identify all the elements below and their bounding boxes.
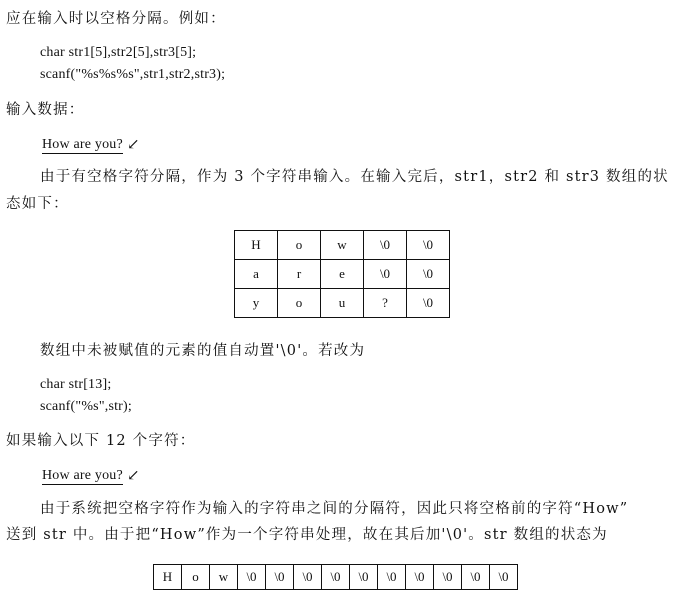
table-cell: \0 — [490, 565, 518, 590]
str-13-array-state-table — [153, 564, 518, 590]
input-label-1: 输入数据： — [6, 102, 85, 118]
table-cell: \0 — [294, 565, 322, 590]
table-cell: r — [278, 260, 321, 289]
table-cell: u — [321, 289, 364, 318]
table-cell: w — [321, 231, 364, 260]
table-cell: w — [210, 565, 238, 590]
paragraph-3-line-2: 送到 str 中。由于把“How”作为一个字符串处理，故在其后加'\0'。str 数组的状态为 — [6, 527, 608, 543]
table-cell: \0 — [364, 260, 407, 289]
str-array-state-table — [234, 230, 450, 318]
input-example-2-text: How are you? — [42, 468, 123, 483]
paragraph-1-line-2: 态如下： — [6, 196, 69, 212]
table-cell: ? — [364, 289, 407, 318]
code-declaration-2: char str[13]; — [40, 377, 112, 392]
paragraph-2: 数组中未被赋值的元素的值自动置'\0'。若改为 — [40, 343, 366, 359]
table-cell: o — [278, 289, 321, 318]
code-scanf-2: scanf("%s",str); — [40, 399, 132, 414]
table-row — [154, 565, 518, 590]
table-cell: e — [321, 260, 364, 289]
table-cell: \0 — [407, 289, 450, 318]
input-example-1-text: How are you? — [42, 137, 123, 152]
input-example-2 — [42, 466, 140, 485]
table-cell: o — [182, 565, 210, 590]
input-example-1 — [42, 135, 140, 154]
enter-key-icon: ↙ — [126, 137, 140, 153]
enter-key-icon: ↙ — [126, 468, 140, 484]
table-cell: \0 — [378, 565, 406, 590]
table-cell: y — [235, 289, 278, 318]
table-cell: \0 — [238, 565, 266, 590]
table-cell: \0 — [407, 231, 450, 260]
table-cell: a — [235, 260, 278, 289]
paragraph-1-line-1: 由于有空格字符分隔，作为 3 个字符串输入。在输入完后，str1，str2 和 str3 数组的状 — [40, 169, 669, 185]
table-cell: H — [235, 231, 278, 260]
table-cell: \0 — [266, 565, 294, 590]
table-cell: o — [278, 231, 321, 260]
table-cell: \0 — [350, 565, 378, 590]
table-cell: \0 — [462, 565, 490, 590]
table-cell: \0 — [364, 231, 407, 260]
table-row — [235, 260, 450, 289]
table-cell: \0 — [322, 565, 350, 590]
table-cell: \0 — [407, 260, 450, 289]
table-cell: H — [154, 565, 182, 590]
code-declaration-1: char str1[5],str2[5],str3[5]; — [40, 45, 197, 60]
intro-text: 应在输入时以空格分隔。例如： — [6, 11, 226, 27]
input-label-2: 如果输入以下 12 个字符： — [6, 433, 196, 449]
table-row — [235, 231, 450, 260]
paragraph-3-line-1: 由于系统把空格字符作为输入的字符串之间的分隔符，因此只将空格前的字符“How” — [40, 501, 629, 517]
code-scanf-1: scanf("%s%s%s",str1,str2,str3); — [40, 67, 226, 82]
table-cell: \0 — [406, 565, 434, 590]
table-row — [235, 289, 450, 318]
table-cell: \0 — [434, 565, 462, 590]
